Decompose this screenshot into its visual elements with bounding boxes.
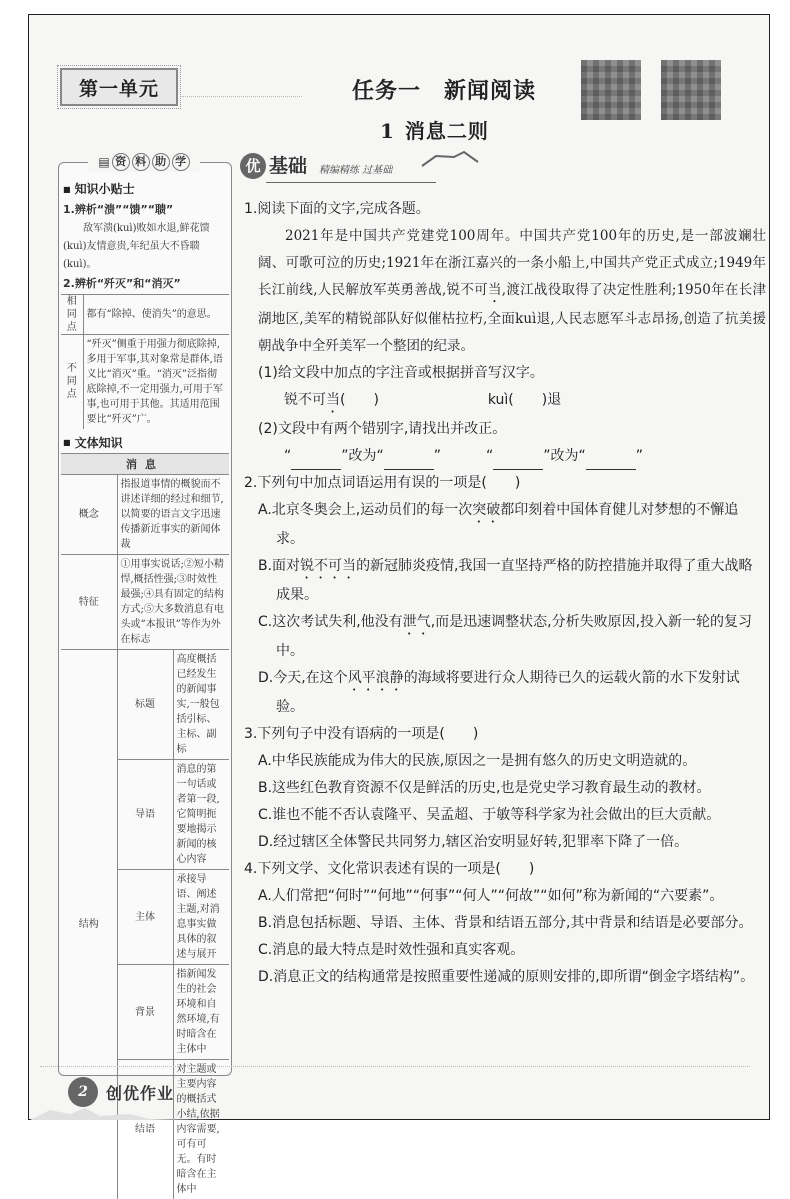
passage-dotted-char: 当 <box>488 282 502 298</box>
row-text: 指报道事情的概貌而不讲述详细的经过和细节,以简要的语言文字迅速传播新近事实的新闻体裁 <box>117 475 229 555</box>
question-1-sub2: (2)文段中有两个错别字,请找出并改正。 <box>244 416 766 443</box>
roof-icon <box>420 150 480 168</box>
tips-item1-title: 1.辨析“溃”“馈”“聩” <box>61 200 229 220</box>
option-text: A.北京冬奥会上,运动员们的每一次 <box>258 502 472 518</box>
qr-code-icon[interactable] <box>581 60 641 120</box>
question-1-stem: 1.阅读下面的文字,完成各题。 <box>244 196 766 223</box>
part-text: 高度概括已经发生的新闻事实,一般包括引标、主标、副标 <box>173 650 229 760</box>
question-4-option-b[interactable]: B.消息包括标题、导语、主体、背景和结语五部分,其中背景和结语是必要部分。 <box>244 910 766 937</box>
part-label: 主体 <box>117 870 173 965</box>
compare-table <box>61 294 229 429</box>
header-char: 学 <box>172 153 190 171</box>
part-label: 导语 <box>117 760 173 870</box>
header-char: 资 <box>112 153 130 171</box>
qr-code-icon[interactable] <box>661 60 721 120</box>
question-1-sub1: (1)给文段中加点的字注音或根据拼音写汉字。 <box>244 360 766 387</box>
sub1-b-answer[interactable]: kuì( )退 <box>488 392 561 408</box>
question-2-stem: 2.下列句中加点词语运用有误的一项是( ) <box>244 470 766 497</box>
page-number: 2 <box>68 1077 98 1107</box>
question-2-option-d[interactable] <box>244 665 766 721</box>
header-char: 助 <box>152 153 170 171</box>
table-row <box>61 334 229 429</box>
table-row <box>61 555 229 650</box>
row-label: 相同点 <box>61 294 83 334</box>
question-4-stem: 4.下列文学、文化常识表述有误的一项是( ) <box>244 856 766 883</box>
answer-blank[interactable] <box>291 456 341 470</box>
task-title: 任务一 新闻阅读 <box>352 74 536 105</box>
option-text: B.面对 <box>258 558 300 574</box>
option-text: C.这次考试失利,他没有 <box>258 614 403 630</box>
part-label: 背景 <box>117 965 173 1060</box>
question-3-stem: 3.下列句子中没有语病的一项是( ) <box>244 721 766 748</box>
option-dotted-word: 泄气 <box>403 614 431 630</box>
question-4-option-a[interactable]: A.人们常把“何时”“何地”“何事”“何人”“何故”“如何”称为新闻的“六要素”。 <box>244 883 766 910</box>
option-dotted-word: 锐不可当 <box>300 558 356 574</box>
option-text: ,而是迅速调整状态,分析失败原因,投入新一轮的复习中。 <box>276 614 752 659</box>
change-to-label: 改为 <box>349 448 377 464</box>
row-text: 都有“除掉、使消失”的意思。 <box>83 294 229 334</box>
table-row <box>61 294 229 334</box>
row-text: “歼灭”侧重于用强力彻底除掉,多用于军事,其对象常是群体,语义比“消灭”重。“消灭”泛指彻底除掉,不一定用强力,可用于军事,也可用于其他。其适用范围要比“歼灭”广。 <box>83 334 229 429</box>
questions-column <box>244 196 766 1058</box>
tips-item2-title: 2.辨析“歼灭”和“消灭” <box>61 274 229 294</box>
table-row <box>61 650 229 760</box>
sub1-a-answer[interactable]: ( ) <box>340 392 379 408</box>
lesson-name: 消息二则 <box>405 119 489 143</box>
divider <box>266 182 436 183</box>
answer-blank[interactable] <box>384 456 434 470</box>
part-text: 对主题或主要内容的概括式小结,依据内容需要,可有可无。有时暗含在主体中 <box>173 1060 229 1199</box>
option-dotted-word: 突破 <box>472 502 500 518</box>
question-3 <box>244 721 766 748</box>
question-1-sub1-items <box>244 387 766 416</box>
divider <box>182 96 302 97</box>
question-3-option-c[interactable]: C.谁也不能不否认袁隆平、吴孟超、于敏等科学家为社会做出的巨大贡献。 <box>244 802 766 829</box>
question-1-sub2-blanks: “ ”改为“ ” “ ”改为“ ” <box>244 443 766 470</box>
header-char: 料 <box>132 153 150 171</box>
part-text: 指新闻发生的社会环境和自然环境,有时暗含在主体中 <box>173 965 229 1060</box>
question-4 <box>244 856 766 883</box>
answer-blank[interactable] <box>493 456 543 470</box>
genre-table-header: 消息 <box>61 454 229 475</box>
row-label: 概念 <box>61 475 117 555</box>
sidebar-panel <box>58 162 232 1076</box>
option-dotted-word: 风平浪静 <box>348 670 404 686</box>
unit-badge: 第一单元 <box>60 68 178 106</box>
question-3-option-a[interactable]: A.中华民族能成为伟大的民族,原因之一是拥有悠久的历史文明造就的。 <box>244 748 766 775</box>
part-label: 标题 <box>117 650 173 760</box>
question-2-option-c[interactable] <box>244 609 766 665</box>
question-2 <box>244 470 766 497</box>
sub1-a-pre: 锐不可 <box>284 392 326 408</box>
option-text: 的海域将要进行众人期待已久的运载火箭的水下发射试验。 <box>276 670 740 715</box>
question-3-option-b[interactable]: B.这些红色教育资源不仅是鲜活的历史,也是党史学习教育最生动的教材。 <box>244 775 766 802</box>
section-badge: 优 <box>240 153 266 179</box>
question-1-passage <box>244 223 766 360</box>
option-text: 都印刻着中国体育健儿对梦想的不懈追求。 <box>276 502 738 547</box>
row-text: ①用事实说话;②短小精悍,概括性强;③时效性最强;④具有固定的结构方式;⑤大多数消息有电头或“本报讯”等作为外在标志 <box>117 555 229 650</box>
table-row <box>61 475 229 555</box>
section-title: 基础 <box>269 153 307 179</box>
brand-name: 创优作业 <box>106 1081 174 1104</box>
sidebar-header <box>88 152 200 172</box>
passage-text-b: ,渡江战役取得了决定性胜利;1950年在长津湖地区,美军的精锐部队好似催枯拉朽,全面kuì退,人民志愿军斗志昂扬,创造了抗美援朝战争中全歼美军一个整团的纪录。 <box>258 282 766 354</box>
option-text: 的新冠肺炎疫情,我国一直坚持严格的防控措施并取得了重大战略成果。 <box>276 558 753 603</box>
row-label: 特征 <box>61 555 117 650</box>
book-icon: ▤ <box>98 155 109 169</box>
question-2-option-a[interactable] <box>244 497 766 553</box>
lesson-title <box>380 115 489 144</box>
lesson-number: 1 <box>380 119 395 143</box>
row-label: 结构 <box>61 650 117 1199</box>
question-3-option-d[interactable]: D.经过辖区全体警民共同努力,辖区治安明显好转,犯罪率下降了一倍。 <box>244 829 766 856</box>
row-label: 不同点 <box>61 334 83 429</box>
option-text: D.今天,在这个 <box>258 670 348 686</box>
tips-item1-text: 敌军溃(kuì)败如水退,鲜花馈(kuì)友情意贵,年纪虽大不昏聩(kuì)。 <box>61 220 229 274</box>
part-label: 结语 <box>117 1060 173 1199</box>
part-text: 消息的第一句话或者第一段,它简明扼要地揭示新闻的核心内容 <box>173 760 229 870</box>
question-4-option-c[interactable]: C.消息的最大特点是时效性强和真实客观。 <box>244 937 766 964</box>
divider <box>40 1066 750 1067</box>
passage-text-a: 2021年是中国共产党建党100周年。中国共产党100年的历史,是一部波斓壮阔、可歌可泣的历史;1921年在浙江嘉兴的一条小船上,中国共产党正式成立;1949年长江前线,人民解放军英勇善战,锐不可 <box>258 228 766 298</box>
section-banner <box>240 153 392 179</box>
answer-blank[interactable] <box>586 456 636 470</box>
question-1 <box>244 196 766 223</box>
question-2-option-b[interactable] <box>244 553 766 609</box>
original-stamp: 原创题 <box>236 202 274 240</box>
page-footer <box>68 1077 174 1107</box>
question-4-option-d[interactable]: D.消息正文的结构通常是按照重要性递减的原则安排的,即所谓“倒金字塔结构”。 <box>244 964 766 991</box>
sub1-a-dot: 当 <box>326 392 340 408</box>
tips-title: ■ 知识小贴士 <box>61 179 229 200</box>
genre-title: ■ 文体知识 <box>61 433 229 454</box>
part-text: 承接导语、阐述主题,对消息事实做具体的叙述与展开 <box>173 870 229 965</box>
change-to-label: 改为 <box>550 448 578 464</box>
section-slogan: 精编精练 过基础 <box>319 161 392 176</box>
